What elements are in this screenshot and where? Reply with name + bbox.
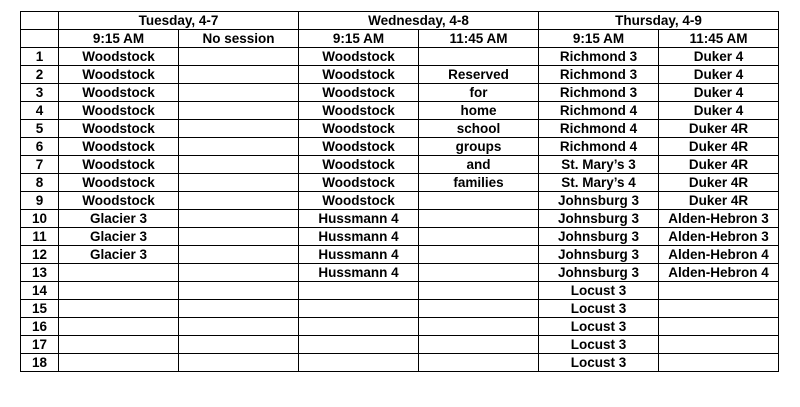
row-number: 13 — [21, 264, 59, 282]
table-row — [21, 138, 779, 156]
schedule-cell — [179, 210, 299, 228]
table-row — [21, 66, 779, 84]
schedule-cell: Woodstock — [59, 120, 179, 138]
schedule-cell — [179, 318, 299, 336]
schedule-cell: Duker 4R — [659, 156, 779, 174]
schedule-cell: Hussmann 4 — [299, 264, 419, 282]
schedule-cell: Duker 4 — [659, 48, 779, 66]
table-row — [21, 336, 779, 354]
schedule-cell: Woodstock — [59, 102, 179, 120]
schedule-cell — [179, 156, 299, 174]
schedule-cell: Richmond 4 — [539, 120, 659, 138]
day-header-wednesday: Wednesday, 4-8 — [299, 12, 539, 30]
session-header: 11:45 AM — [419, 30, 539, 48]
schedule-cell: families — [419, 174, 539, 192]
table-row — [21, 120, 779, 138]
day-header-thursday: Thursday, 4-9 — [539, 12, 779, 30]
schedule-cell — [299, 300, 419, 318]
row-number: 2 — [21, 66, 59, 84]
schedule-cell: Duker 4 — [659, 66, 779, 84]
schedule-cell: Richmond 3 — [539, 84, 659, 102]
schedule-cell — [179, 48, 299, 66]
session-header-row — [21, 30, 779, 48]
schedule-cell — [179, 102, 299, 120]
schedule-cell: Duker 4 — [659, 84, 779, 102]
schedule-cell: Woodstock — [59, 192, 179, 210]
schedule-cell — [419, 210, 539, 228]
schedule-cell — [659, 336, 779, 354]
schedule-cell: Woodstock — [299, 156, 419, 174]
schedule-cell: Locust 3 — [539, 318, 659, 336]
schedule-body — [21, 12, 779, 372]
schedule-container — [20, 11, 779, 372]
schedule-cell: Duker 4 — [659, 102, 779, 120]
session-header: 9:15 AM — [539, 30, 659, 48]
schedule-cell: Duker 4R — [659, 138, 779, 156]
schedule-cell: groups — [419, 138, 539, 156]
schedule-cell — [419, 336, 539, 354]
schedule-cell — [59, 264, 179, 282]
schedule-cell: Alden-Hebron 4 — [659, 264, 779, 282]
schedule-cell — [179, 120, 299, 138]
schedule-cell: home — [419, 102, 539, 120]
schedule-cell: Woodstock — [299, 192, 419, 210]
schedule-cell: Woodstock — [59, 84, 179, 102]
schedule-cell: Hussmann 4 — [299, 210, 419, 228]
row-number: 15 — [21, 300, 59, 318]
session-header: 9:15 AM — [59, 30, 179, 48]
schedule-cell: Woodstock — [59, 66, 179, 84]
schedule-cell: Locust 3 — [539, 354, 659, 372]
schedule-cell: Reserved — [419, 66, 539, 84]
schedule-cell: Woodstock — [299, 174, 419, 192]
row-number: 3 — [21, 84, 59, 102]
schedule-table — [20, 11, 779, 372]
schedule-cell — [179, 138, 299, 156]
schedule-cell — [179, 354, 299, 372]
table-row — [21, 282, 779, 300]
schedule-cell: Richmond 3 — [539, 66, 659, 84]
schedule-cell — [179, 66, 299, 84]
table-row — [21, 318, 779, 336]
row-number: 16 — [21, 318, 59, 336]
schedule-cell — [179, 300, 299, 318]
schedule-cell — [179, 174, 299, 192]
schedule-cell: and — [419, 156, 539, 174]
schedule-cell — [179, 192, 299, 210]
row-number: 14 — [21, 282, 59, 300]
schedule-cell: Richmond 3 — [539, 48, 659, 66]
schedule-cell: Johnsburg 3 — [539, 264, 659, 282]
schedule-cell: Johnsburg 3 — [539, 228, 659, 246]
schedule-cell: Woodstock — [299, 48, 419, 66]
table-row — [21, 228, 779, 246]
day-header-row — [21, 12, 779, 30]
schedule-cell — [419, 282, 539, 300]
schedule-cell: Hussmann 4 — [299, 246, 419, 264]
schedule-cell — [59, 354, 179, 372]
schedule-cell — [419, 264, 539, 282]
schedule-cell — [419, 354, 539, 372]
schedule-cell — [299, 354, 419, 372]
table-row — [21, 246, 779, 264]
table-row — [21, 210, 779, 228]
day-header-tuesday: Tuesday, 4-7 — [59, 12, 299, 30]
schedule-cell: Alden-Hebron 4 — [659, 246, 779, 264]
schedule-cell: Woodstock — [59, 156, 179, 174]
schedule-cell — [299, 282, 419, 300]
schedule-cell — [179, 336, 299, 354]
schedule-cell: Woodstock — [299, 102, 419, 120]
schedule-cell: Locust 3 — [539, 282, 659, 300]
schedule-cell — [179, 228, 299, 246]
schedule-cell — [419, 192, 539, 210]
table-row — [21, 354, 779, 372]
schedule-cell: St. Mary’s 4 — [539, 174, 659, 192]
schedule-cell: St. Mary’s 3 — [539, 156, 659, 174]
schedule-cell — [419, 300, 539, 318]
schedule-cell — [659, 354, 779, 372]
schedule-cell — [59, 282, 179, 300]
schedule-cell — [179, 246, 299, 264]
schedule-cell: school — [419, 120, 539, 138]
schedule-cell: Johnsburg 3 — [539, 210, 659, 228]
schedule-cell — [419, 48, 539, 66]
table-row — [21, 192, 779, 210]
schedule-cell: Glacier 3 — [59, 210, 179, 228]
schedule-cell — [179, 264, 299, 282]
row-number: 11 — [21, 228, 59, 246]
row-number: 1 — [21, 48, 59, 66]
row-number: 12 — [21, 246, 59, 264]
corner-cell — [21, 12, 59, 30]
schedule-cell: Johnsburg 3 — [539, 192, 659, 210]
row-number: 17 — [21, 336, 59, 354]
schedule-cell: for — [419, 84, 539, 102]
table-row — [21, 84, 779, 102]
schedule-cell — [419, 246, 539, 264]
schedule-cell — [659, 318, 779, 336]
schedule-cell: Richmond 4 — [539, 138, 659, 156]
schedule-cell: Woodstock — [59, 174, 179, 192]
row-number: 7 — [21, 156, 59, 174]
row-number: 10 — [21, 210, 59, 228]
schedule-cell: Woodstock — [299, 120, 419, 138]
schedule-cell: Woodstock — [59, 138, 179, 156]
schedule-cell — [299, 336, 419, 354]
schedule-cell: Duker 4R — [659, 174, 779, 192]
session-header: No session — [179, 30, 299, 48]
schedule-cell — [659, 282, 779, 300]
table-row — [21, 264, 779, 282]
row-number: 9 — [21, 192, 59, 210]
schedule-cell — [419, 228, 539, 246]
session-header: 11:45 AM — [659, 30, 779, 48]
schedule-cell — [299, 318, 419, 336]
schedule-cell: Locust 3 — [539, 300, 659, 318]
row-number: 4 — [21, 102, 59, 120]
schedule-cell: Woodstock — [299, 138, 419, 156]
schedule-cell — [419, 318, 539, 336]
row-number: 6 — [21, 138, 59, 156]
schedule-cell: Woodstock — [299, 84, 419, 102]
row-number: 8 — [21, 174, 59, 192]
schedule-cell: Hussmann 4 — [299, 228, 419, 246]
session-corner-cell — [21, 30, 59, 48]
schedule-cell: Duker 4R — [659, 192, 779, 210]
table-row — [21, 156, 779, 174]
schedule-cell: Locust 3 — [539, 336, 659, 354]
schedule-cell: Woodstock — [299, 66, 419, 84]
schedule-cell — [59, 300, 179, 318]
row-number: 5 — [21, 120, 59, 138]
session-header: 9:15 AM — [299, 30, 419, 48]
table-row — [21, 300, 779, 318]
schedule-cell: Alden-Hebron 3 — [659, 210, 779, 228]
table-row — [21, 48, 779, 66]
schedule-cell: Glacier 3 — [59, 246, 179, 264]
schedule-cell — [59, 336, 179, 354]
schedule-cell: Duker 4R — [659, 120, 779, 138]
schedule-cell — [59, 318, 179, 336]
schedule-cell — [179, 282, 299, 300]
schedule-cell: Woodstock — [59, 48, 179, 66]
table-row — [21, 102, 779, 120]
schedule-cell — [179, 84, 299, 102]
table-row — [21, 174, 779, 192]
schedule-cell: Alden-Hebron 3 — [659, 228, 779, 246]
schedule-cell — [659, 300, 779, 318]
schedule-cell: Johnsburg 3 — [539, 246, 659, 264]
schedule-cell: Glacier 3 — [59, 228, 179, 246]
row-number: 18 — [21, 354, 59, 372]
schedule-cell: Richmond 4 — [539, 102, 659, 120]
